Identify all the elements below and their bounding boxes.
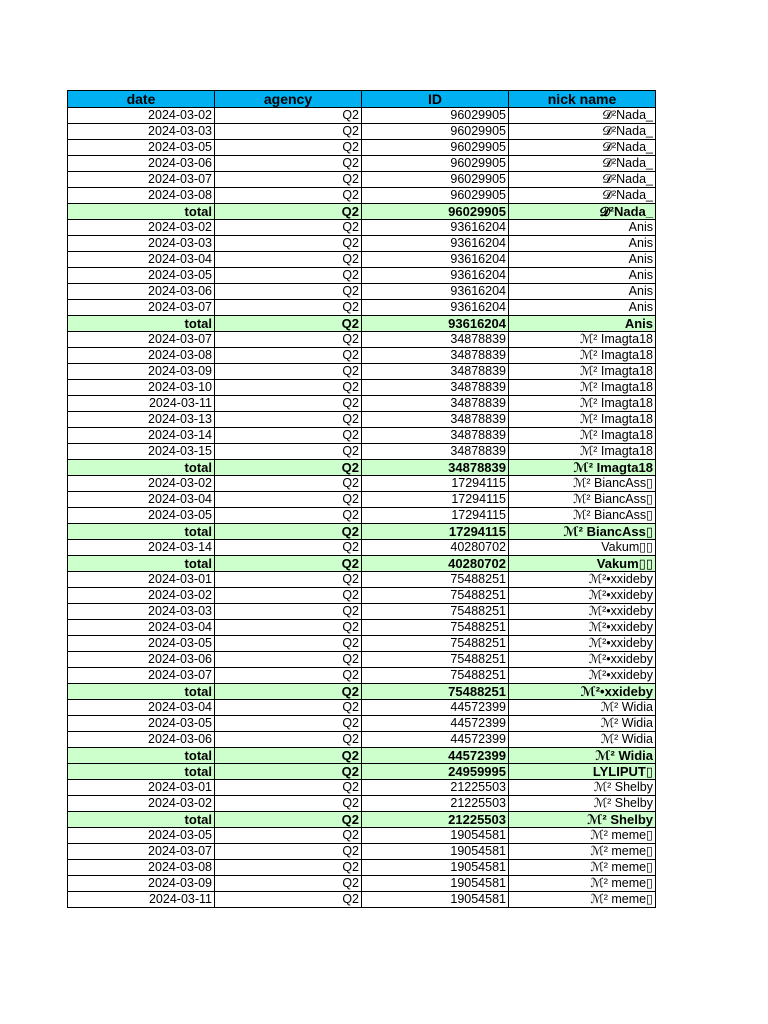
agency-cell[interactable]: Q2: [215, 124, 362, 140]
table-row: [68, 828, 656, 844]
agency-cell[interactable]: Q2: [215, 732, 362, 748]
total-row: [68, 556, 656, 572]
nick-name-cell[interactable]: ℳ²•xxideby: [509, 620, 656, 636]
total-row: [68, 812, 656, 828]
agency-cell[interactable]: Q2: [215, 284, 362, 300]
nick-name-cell[interactable]: Anis: [509, 268, 656, 284]
id-cell[interactable]: 40280702: [362, 540, 509, 556]
agency-cell[interactable]: Q2: [215, 236, 362, 252]
data-table: [67, 90, 656, 908]
nick-name-cell[interactable]: ℳ²•xxideby: [509, 588, 656, 604]
total-row: [68, 460, 656, 476]
table-row: [68, 284, 656, 300]
date-cell[interactable]: 2024-03-07: [68, 300, 215, 316]
agency-cell[interactable]: Q2: [215, 348, 362, 364]
id-cell[interactable]: 96029905: [362, 172, 509, 188]
nick-name-cell[interactable]: Anis: [509, 284, 656, 300]
date-cell[interactable]: 2024-03-11: [68, 396, 215, 412]
table-row: [68, 844, 656, 860]
id-cell[interactable]: 34878839: [362, 412, 509, 428]
table-row: [68, 140, 656, 156]
agency-cell[interactable]: Q2: [215, 524, 362, 540]
nick-name-cell[interactable]: ℳ² Imagta18: [509, 428, 656, 444]
id-cell[interactable]: 93616204: [362, 268, 509, 284]
agency-cell[interactable]: Q2: [215, 460, 362, 476]
id-cell[interactable]: 75488251: [362, 572, 509, 588]
nick-name-cell[interactable]: 𝓓²Nada_: [509, 108, 656, 124]
id-cell[interactable]: 21225503: [362, 796, 509, 812]
nick-name-cell[interactable]: ℳ² Shelby: [509, 812, 656, 828]
table-row: [68, 476, 656, 492]
id-cell[interactable]: 75488251: [362, 620, 509, 636]
agency-cell[interactable]: Q2: [215, 812, 362, 828]
date-cell[interactable]: 2024-03-03: [68, 124, 215, 140]
id-cell[interactable]: 96029905: [362, 124, 509, 140]
table-row: [68, 300, 656, 316]
date-cell[interactable]: 2024-03-06: [68, 284, 215, 300]
id-cell[interactable]: 93616204: [362, 300, 509, 316]
id-cell[interactable]: 17294115: [362, 476, 509, 492]
nick-name-cell[interactable]: ℳ² Imagta18: [509, 332, 656, 348]
agency-cell[interactable]: Q2: [215, 476, 362, 492]
date-cell[interactable]: total: [68, 204, 215, 220]
id-cell[interactable]: 93616204: [362, 284, 509, 300]
nick-name-cell[interactable]: Anis: [509, 300, 656, 316]
agency-cell[interactable]: Q2: [215, 300, 362, 316]
table-row: [68, 780, 656, 796]
agency-cell[interactable]: Q2: [215, 492, 362, 508]
agency-cell[interactable]: Q2: [215, 796, 362, 812]
nick-name-cell[interactable]: ℳ²•xxideby: [509, 652, 656, 668]
date-cell[interactable]: 2024-03-14: [68, 428, 215, 444]
table-row: [68, 668, 656, 684]
date-cell[interactable]: 2024-03-02: [68, 588, 215, 604]
table-row: [68, 172, 656, 188]
header-date[interactable]: date: [68, 91, 215, 108]
agency-cell[interactable]: Q2: [215, 156, 362, 172]
table-row: [68, 636, 656, 652]
agency-cell[interactable]: Q2: [215, 652, 362, 668]
id-cell[interactable]: 34878839: [362, 428, 509, 444]
agency-cell[interactable]: Q2: [215, 252, 362, 268]
id-cell[interactable]: 34878839: [362, 396, 509, 412]
nick-name-cell[interactable]: ℳ² Imagta18: [509, 364, 656, 380]
nick-name-cell[interactable]: ℳ² meme▯: [509, 860, 656, 876]
date-cell[interactable]: 2024-03-02: [68, 108, 215, 124]
id-cell[interactable]: 93616204: [362, 316, 509, 332]
date-cell[interactable]: total: [68, 460, 215, 476]
id-cell[interactable]: 75488251: [362, 636, 509, 652]
id-cell[interactable]: 75488251: [362, 652, 509, 668]
table-row: [68, 252, 656, 268]
id-cell[interactable]: 75488251: [362, 604, 509, 620]
id-cell[interactable]: 34878839: [362, 444, 509, 460]
agency-cell[interactable]: Q2: [215, 572, 362, 588]
date-cell[interactable]: 2024-03-04: [68, 700, 215, 716]
date-cell[interactable]: 2024-03-09: [68, 364, 215, 380]
id-cell[interactable]: 34878839: [362, 348, 509, 364]
nick-name-cell[interactable]: ℳ² Widia: [509, 732, 656, 748]
nick-name-cell[interactable]: 𝓓²Nada_: [509, 188, 656, 204]
date-cell[interactable]: 2024-03-02: [68, 476, 215, 492]
nick-name-cell[interactable]: 𝓓²Nada_: [509, 172, 656, 188]
agency-cell[interactable]: Q2: [215, 140, 362, 156]
id-cell[interactable]: 19054581: [362, 844, 509, 860]
date-cell[interactable]: 2024-03-06: [68, 732, 215, 748]
total-row: [68, 684, 656, 700]
id-cell[interactable]: 17294115: [362, 492, 509, 508]
nick-name-cell[interactable]: ℳ² BiancAss▯: [509, 476, 656, 492]
date-cell[interactable]: 2024-03-05: [68, 268, 215, 284]
id-cell[interactable]: 24959995: [362, 764, 509, 780]
id-cell[interactable]: 34878839: [362, 332, 509, 348]
table-row: [68, 876, 656, 892]
agency-cell[interactable]: Q2: [215, 716, 362, 732]
nick-name-cell[interactable]: ℳ²•xxideby: [509, 572, 656, 588]
id-cell[interactable]: 19054581: [362, 828, 509, 844]
date-cell[interactable]: 2024-03-07: [68, 172, 215, 188]
table-row: [68, 508, 656, 524]
date-cell[interactable]: 2024-03-09: [68, 876, 215, 892]
nick-name-cell[interactable]: LYLIPUT▯: [509, 764, 656, 780]
agency-cell[interactable]: Q2: [215, 428, 362, 444]
agency-cell[interactable]: Q2: [215, 860, 362, 876]
agency-cell[interactable]: Q2: [215, 412, 362, 428]
total-row: [68, 524, 656, 540]
nick-name-cell[interactable]: ℳ²•xxideby: [509, 668, 656, 684]
agency-cell[interactable]: Q2: [215, 780, 362, 796]
date-cell[interactable]: 2024-03-03: [68, 604, 215, 620]
nick-name-cell[interactable]: Anis: [509, 252, 656, 268]
id-cell[interactable]: 44572399: [362, 700, 509, 716]
date-cell[interactable]: 2024-03-11: [68, 892, 215, 908]
spreadsheet: [67, 90, 655, 908]
agency-cell[interactable]: Q2: [215, 604, 362, 620]
id-cell[interactable]: 21225503: [362, 812, 509, 828]
nick-name-cell[interactable]: ℳ² Imagta18: [509, 412, 656, 428]
table-body: [68, 108, 656, 908]
agency-cell[interactable]: Q2: [215, 636, 362, 652]
date-cell[interactable]: 2024-03-10: [68, 380, 215, 396]
nick-name-cell[interactable]: ℳ² Imagta18: [509, 396, 656, 412]
id-cell[interactable]: 40280702: [362, 556, 509, 572]
date-cell[interactable]: 2024-03-05: [68, 508, 215, 524]
id-cell[interactable]: 34878839: [362, 460, 509, 476]
table-row: [68, 268, 656, 284]
date-cell[interactable]: 2024-03-06: [68, 652, 215, 668]
table-row: [68, 732, 656, 748]
date-cell[interactable]: 2024-03-15: [68, 444, 215, 460]
date-cell[interactable]: total: [68, 316, 215, 332]
table-row: [68, 220, 656, 236]
date-cell[interactable]: 2024-03-07: [68, 332, 215, 348]
table-row: [68, 124, 656, 140]
header-agency[interactable]: agency: [215, 91, 362, 108]
table-row: [68, 700, 656, 716]
agency-cell[interactable]: Q2: [215, 108, 362, 124]
agency-cell[interactable]: Q2: [215, 828, 362, 844]
agency-cell[interactable]: Q2: [215, 444, 362, 460]
table-row: [68, 156, 656, 172]
date-cell[interactable]: 2024-03-02: [68, 796, 215, 812]
date-cell[interactable]: 2024-03-06: [68, 156, 215, 172]
agency-cell[interactable]: Q2: [215, 684, 362, 700]
id-cell[interactable]: 93616204: [362, 252, 509, 268]
date-cell[interactable]: total: [68, 556, 215, 572]
nick-name-cell[interactable]: ℳ²•xxideby: [509, 684, 656, 700]
table-row: [68, 364, 656, 380]
date-cell[interactable]: 2024-03-01: [68, 572, 215, 588]
date-cell[interactable]: 2024-03-05: [68, 828, 215, 844]
date-cell[interactable]: 2024-03-04: [68, 252, 215, 268]
nick-name-cell[interactable]: ℳ² Widia: [509, 716, 656, 732]
date-cell[interactable]: 2024-03-05: [68, 636, 215, 652]
agency-cell[interactable]: Q2: [215, 748, 362, 764]
agency-cell[interactable]: Q2: [215, 380, 362, 396]
nick-name-cell[interactable]: Vakum▯▯: [509, 540, 656, 556]
id-cell[interactable]: 75488251: [362, 684, 509, 700]
id-cell[interactable]: 75488251: [362, 588, 509, 604]
id-cell[interactable]: 96029905: [362, 188, 509, 204]
id-cell[interactable]: 44572399: [362, 732, 509, 748]
header-nick-name[interactable]: nick name: [509, 91, 656, 108]
table-row: [68, 236, 656, 252]
date-cell[interactable]: total: [68, 684, 215, 700]
nick-name-cell[interactable]: ℳ² meme▯: [509, 844, 656, 860]
id-cell[interactable]: 17294115: [362, 508, 509, 524]
date-cell[interactable]: 2024-03-02: [68, 220, 215, 236]
table-row: [68, 860, 656, 876]
table-row: [68, 572, 656, 588]
table-row: [68, 332, 656, 348]
table-row: [68, 412, 656, 428]
table-row: [68, 652, 656, 668]
id-cell[interactable]: 34878839: [362, 364, 509, 380]
id-cell[interactable]: 44572399: [362, 748, 509, 764]
nick-name-cell[interactable]: 𝓓²Nada_: [509, 140, 656, 156]
agency-cell[interactable]: Q2: [215, 588, 362, 604]
nick-name-cell[interactable]: ℳ² meme▯: [509, 876, 656, 892]
agency-cell[interactable]: Q2: [215, 668, 362, 684]
id-cell[interactable]: 96029905: [362, 108, 509, 124]
date-cell[interactable]: 2024-03-07: [68, 668, 215, 684]
agency-cell[interactable]: Q2: [215, 876, 362, 892]
nick-name-cell[interactable]: ℳ² Imagta18: [509, 444, 656, 460]
id-cell[interactable]: 96029905: [362, 140, 509, 156]
id-cell[interactable]: 96029905: [362, 204, 509, 220]
nick-name-cell[interactable]: ℳ² BiancAss▯: [509, 524, 656, 540]
date-cell[interactable]: 2024-03-07: [68, 844, 215, 860]
date-cell[interactable]: total: [68, 764, 215, 780]
date-cell[interactable]: 2024-03-05: [68, 140, 215, 156]
date-cell[interactable]: total: [68, 812, 215, 828]
date-cell[interactable]: 2024-03-08: [68, 188, 215, 204]
agency-cell[interactable]: Q2: [215, 620, 362, 636]
date-cell[interactable]: 2024-03-04: [68, 492, 215, 508]
nick-name-cell[interactable]: ℳ² BiancAss▯: [509, 508, 656, 524]
table-row: [68, 796, 656, 812]
table-row: [68, 444, 656, 460]
nick-name-cell[interactable]: ℳ² Shelby: [509, 780, 656, 796]
table-row: [68, 892, 656, 908]
id-cell[interactable]: 93616204: [362, 236, 509, 252]
table-row: [68, 540, 656, 556]
agency-cell[interactable]: Q2: [215, 268, 362, 284]
nick-name-cell[interactable]: ℳ² Imagta18: [509, 460, 656, 476]
total-row: [68, 316, 656, 332]
date-cell[interactable]: 2024-03-08: [68, 860, 215, 876]
id-cell[interactable]: 21225503: [362, 780, 509, 796]
nick-name-cell[interactable]: ℳ² Widia: [509, 700, 656, 716]
table-row: [68, 492, 656, 508]
agency-cell[interactable]: Q2: [215, 764, 362, 780]
total-row: [68, 764, 656, 780]
header-id[interactable]: ID: [362, 91, 509, 108]
date-cell[interactable]: total: [68, 524, 215, 540]
date-cell[interactable]: 2024-03-13: [68, 412, 215, 428]
total-row: [68, 204, 656, 220]
date-cell[interactable]: 2024-03-14: [68, 540, 215, 556]
agency-cell[interactable]: Q2: [215, 364, 362, 380]
date-cell[interactable]: total: [68, 748, 215, 764]
agency-cell[interactable]: Q2: [215, 332, 362, 348]
table-row: [68, 396, 656, 412]
agency-cell[interactable]: Q2: [215, 204, 362, 220]
nick-name-cell[interactable]: ℳ²•xxideby: [509, 604, 656, 620]
agency-cell[interactable]: Q2: [215, 844, 362, 860]
id-cell[interactable]: 19054581: [362, 876, 509, 892]
agency-cell[interactable]: Q2: [215, 556, 362, 572]
date-cell[interactable]: 2024-03-05: [68, 716, 215, 732]
nick-name-cell[interactable]: 𝓓²Nada_: [509, 124, 656, 140]
total-row: [68, 748, 656, 764]
nick-name-cell[interactable]: Vakum▯▯: [509, 556, 656, 572]
nick-name-cell[interactable]: ℳ²•xxideby: [509, 636, 656, 652]
nick-name-cell[interactable]: ℳ² meme▯: [509, 828, 656, 844]
nick-name-cell[interactable]: ℳ² Shelby: [509, 796, 656, 812]
agency-cell[interactable]: Q2: [215, 220, 362, 236]
table-header: [68, 91, 656, 108]
date-cell[interactable]: 2024-03-08: [68, 348, 215, 364]
agency-cell[interactable]: Q2: [215, 540, 362, 556]
nick-name-cell[interactable]: ℳ² Widia: [509, 748, 656, 764]
header-row: [68, 91, 656, 108]
table-row: [68, 716, 656, 732]
id-cell[interactable]: 19054581: [362, 860, 509, 876]
table-row: [68, 620, 656, 636]
id-cell[interactable]: 93616204: [362, 220, 509, 236]
nick-name-cell[interactable]: ℳ² BiancAss▯: [509, 492, 656, 508]
agency-cell[interactable]: Q2: [215, 700, 362, 716]
agency-cell[interactable]: Q2: [215, 396, 362, 412]
table-row: [68, 188, 656, 204]
table-row: [68, 348, 656, 364]
nick-name-cell[interactable]: ℳ² Imagta18: [509, 380, 656, 396]
id-cell[interactable]: 19054581: [362, 892, 509, 908]
agency-cell[interactable]: Q2: [215, 172, 362, 188]
table-row: [68, 108, 656, 124]
agency-cell[interactable]: Q2: [215, 892, 362, 908]
id-cell[interactable]: 17294115: [362, 524, 509, 540]
date-cell[interactable]: 2024-03-03: [68, 236, 215, 252]
id-cell[interactable]: 75488251: [362, 668, 509, 684]
table-row: [68, 604, 656, 620]
nick-name-cell[interactable]: ℳ² Imagta18: [509, 348, 656, 364]
id-cell[interactable]: 96029905: [362, 156, 509, 172]
table-row: [68, 380, 656, 396]
date-cell[interactable]: 2024-03-04: [68, 620, 215, 636]
id-cell[interactable]: 34878839: [362, 380, 509, 396]
id-cell[interactable]: 44572399: [362, 716, 509, 732]
nick-name-cell[interactable]: 𝓓²Nada_: [509, 156, 656, 172]
nick-name-cell[interactable]: Anis: [509, 236, 656, 252]
nick-name-cell[interactable]: 𝓓²Nada_: [509, 204, 656, 220]
table-row: [68, 428, 656, 444]
nick-name-cell[interactable]: Anis: [509, 316, 656, 332]
date-cell[interactable]: 2024-03-01: [68, 780, 215, 796]
agency-cell[interactable]: Q2: [215, 316, 362, 332]
nick-name-cell[interactable]: Anis: [509, 220, 656, 236]
nick-name-cell[interactable]: ℳ² meme▯: [509, 892, 656, 908]
agency-cell[interactable]: Q2: [215, 508, 362, 524]
table-row: [68, 588, 656, 604]
agency-cell[interactable]: Q2: [215, 188, 362, 204]
